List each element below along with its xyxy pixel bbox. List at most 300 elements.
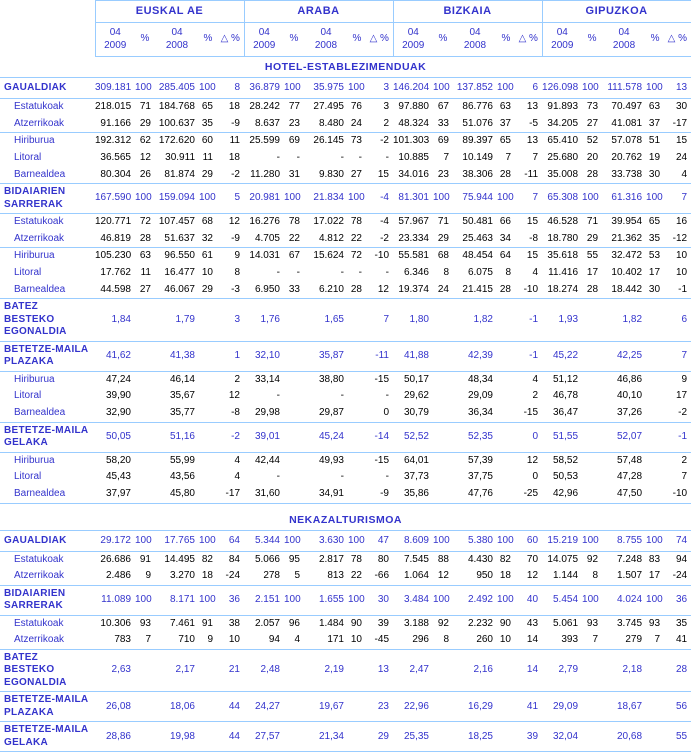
data-cell-bizkaia-c2: 950 xyxy=(453,568,497,585)
data-cell-euskal-ae-c0: 26.686 xyxy=(100,553,131,565)
data-cell-bizkaia-c4: 43 xyxy=(526,617,539,629)
data-cell-bizkaia-c3: 90 xyxy=(499,617,511,629)
table-row-litoral xyxy=(0,388,691,405)
data-cell-gipuzkoa-c0: 42,96 xyxy=(542,486,582,503)
data-cell-bizkaia-c1 xyxy=(433,388,453,405)
data-cell-gipuzkoa-c4: 7 xyxy=(664,341,691,371)
data-cell-euskal-ae-c1: 100 xyxy=(135,184,155,214)
data-cell-bizkaia-c1 xyxy=(433,405,453,422)
data-cell-araba-c2: 3.630 xyxy=(304,530,348,551)
data-cell-gipuzkoa-c4: 4 xyxy=(664,167,691,184)
data-cell-bizkaia-c2: 29,09 xyxy=(467,390,493,402)
row-label: BETETZE-MAILA PLAZAKA xyxy=(0,692,95,722)
data-cell-araba-c1: 95 xyxy=(288,553,300,565)
data-cell-bizkaia-c4: 13 xyxy=(526,101,539,113)
table-row-batez-besteko-egonaldia xyxy=(0,299,691,342)
row-label: BETETZE-MAILA GELAKA xyxy=(0,422,95,452)
data-cell-araba-c3 xyxy=(348,422,366,452)
data-cell-euskal-ae-c1: 11 xyxy=(140,266,151,278)
data-cell-bizkaia-c2: 42,39 xyxy=(453,341,497,371)
data-cell-gipuzkoa-c2: 40,10 xyxy=(616,390,643,402)
data-cell-araba-c1 xyxy=(284,452,304,469)
data-cell-euskal-ae-c3: 11 xyxy=(202,151,213,163)
data-cell-araba-c0: 5.066 xyxy=(254,553,280,565)
table-row-betetze-maila-plazaka xyxy=(0,692,691,722)
data-cell-gipuzkoa-c0: 25.680 xyxy=(547,151,579,163)
data-cell-gipuzkoa-c0: 34.205 xyxy=(542,116,582,133)
data-cell-euskal-ae-c2: 14.495 xyxy=(164,553,195,565)
data-cell-gipuzkoa-c3 xyxy=(646,422,664,452)
data-cell-gipuzkoa-c0: 35.008 xyxy=(542,167,582,184)
data-cell-bizkaia-c2: 38.306 xyxy=(453,167,497,184)
data-cell-gipuzkoa-c3: 37 xyxy=(646,116,664,133)
data-cell-gipuzkoa-c1 xyxy=(582,405,602,422)
data-cell-gipuzkoa-c2: 57,48 xyxy=(616,454,643,466)
row-label: Litoral xyxy=(14,151,42,163)
data-cell-araba-c0: 1,76 xyxy=(244,299,284,342)
data-cell-gipuzkoa-c0: 51,55 xyxy=(542,422,582,452)
data-cell-euskal-ae-c1 xyxy=(135,422,155,452)
data-cell-bizkaia-c1: 23 xyxy=(433,167,453,184)
data-cell-araba-c0: 29,98 xyxy=(244,405,284,422)
data-cell-gipuzkoa-c2: 10.402 xyxy=(611,266,643,278)
data-cell-euskal-ae-c4: -2 xyxy=(217,167,244,184)
data-cell-araba-c0: 278 xyxy=(244,568,284,585)
data-cell-bizkaia-c0: 57.967 xyxy=(398,216,429,228)
data-cell-araba-c1: 100 xyxy=(284,585,304,615)
data-cell-bizkaia-c4: 12 xyxy=(526,454,539,466)
data-cell-gipuzkoa-c0: 65.308 xyxy=(542,184,582,214)
data-cell-euskal-ae-c3: 9 xyxy=(199,632,217,649)
data-cell-araba-c4: -15 xyxy=(374,454,389,466)
data-cell-araba-c3: 73 xyxy=(350,135,362,147)
row-label: Atzerrikoak xyxy=(0,116,95,133)
data-cell-bizkaia-c1: 8 xyxy=(443,266,449,278)
data-cell-euskal-ae-c1 xyxy=(135,388,155,405)
data-cell-araba-c4: 39 xyxy=(377,617,389,629)
data-cell-gipuzkoa-c0: 45,22 xyxy=(542,341,582,371)
data-cell-gipuzkoa-c2: 47,28 xyxy=(616,471,643,483)
data-cell-araba-c1: 5 xyxy=(284,568,304,585)
data-cell-euskal-ae-c4: 12 xyxy=(228,216,240,228)
data-cell-gipuzkoa-c3: 63 xyxy=(648,101,661,113)
data-cell-gipuzkoa-c1 xyxy=(582,371,602,388)
data-cell-euskal-ae-c1 xyxy=(135,486,155,503)
data-cell-bizkaia-c2: 52,35 xyxy=(453,422,497,452)
data-cell-bizkaia-c0: 64,01 xyxy=(403,454,429,466)
data-cell-euskal-ae-c1 xyxy=(135,469,155,486)
data-cell-gipuzkoa-c4: 30 xyxy=(675,101,688,113)
data-cell-gipuzkoa-c2: 52,07 xyxy=(602,422,646,452)
region-header-row xyxy=(0,1,691,23)
data-cell-euskal-ae-c1 xyxy=(135,341,155,371)
table-body xyxy=(0,57,691,752)
data-cell-bizkaia-c4: 0 xyxy=(532,471,539,483)
data-cell-araba-c1 xyxy=(284,722,304,752)
data-cell-gipuzkoa-c0: 46.528 xyxy=(547,216,579,228)
data-cell-bizkaia-c4: 14 xyxy=(515,649,542,692)
table-row-atzerrikoak xyxy=(0,231,691,248)
data-cell-araba-c4: -11 xyxy=(366,341,393,371)
data-cell-bizkaia-c2: 86.776 xyxy=(462,101,493,113)
data-cell-bizkaia-c2: 18,25 xyxy=(453,722,497,752)
data-cell-euskal-ae-c0: 218.015 xyxy=(95,101,132,113)
data-cell-bizkaia-c1: 8 xyxy=(433,632,453,649)
row-label: Barnealdea xyxy=(0,405,95,422)
data-cell-bizkaia-c4: -15 xyxy=(515,405,542,422)
data-cell-euskal-ae-c4: 5 xyxy=(217,184,244,214)
row-label: Estatukoak xyxy=(14,617,64,629)
data-cell-araba-c1: 33 xyxy=(284,282,304,299)
data-cell-euskal-ae-c3: 68 xyxy=(201,216,213,228)
data-cell-bizkaia-c3 xyxy=(497,341,515,371)
data-cell-gipuzkoa-c4: 56 xyxy=(664,692,691,722)
data-cell-euskal-ae-c2: 100.637 xyxy=(155,116,199,133)
data-cell-bizkaia-c3 xyxy=(497,692,515,722)
data-cell-araba-c0: 20.981 xyxy=(244,184,284,214)
section-title-hotel-establezimenduak: HOTEL-ESTABLEZIMENDUAK xyxy=(0,57,691,78)
table-row-betetze-maila-plazaka xyxy=(0,341,691,371)
data-cell-bizkaia-c3: 100 xyxy=(497,78,515,99)
data-cell-gipuzkoa-c2: 20.762 xyxy=(611,151,643,163)
data-cell-euskal-ae-c2: 172.620 xyxy=(158,135,195,147)
data-cell-euskal-ae-c0: 80.304 xyxy=(95,167,135,184)
data-cell-gipuzkoa-c1: 100 xyxy=(582,585,602,615)
data-cell-gipuzkoa-c4: 36 xyxy=(664,585,691,615)
data-cell-gipuzkoa-c3: 53 xyxy=(648,250,661,262)
data-cell-bizkaia-c3: 100 xyxy=(497,530,515,551)
data-cell-euskal-ae-c1: 72 xyxy=(139,216,151,228)
col-header-: % xyxy=(646,23,664,57)
data-cell-euskal-ae-c2: 43,56 xyxy=(169,471,195,483)
data-cell-bizkaia-c1: 68 xyxy=(437,250,449,262)
data-cell-bizkaia-c1: 67 xyxy=(437,101,449,113)
data-cell-araba-c1: 69 xyxy=(288,135,300,147)
col-header-04-2009: 04 2009 xyxy=(95,23,135,57)
data-cell-araba-c3 xyxy=(348,486,366,503)
data-cell-euskal-ae-c4: 64 xyxy=(217,530,244,551)
data-cell-gipuzkoa-c4: 35 xyxy=(675,617,688,629)
data-cell-araba-c2: 35,87 xyxy=(304,341,348,371)
data-cell-gipuzkoa-c0: 393 xyxy=(542,632,582,649)
data-cell-gipuzkoa-c4: 6 xyxy=(664,299,691,342)
data-cell-araba-c4: 12 xyxy=(366,282,393,299)
row-label: BIDAIARIEN SARRERAK xyxy=(0,585,95,615)
col-header-: % xyxy=(497,23,515,57)
data-cell-gipuzkoa-c4: 17 xyxy=(675,390,688,402)
data-cell-euskal-ae-c2: 51,16 xyxy=(155,422,199,452)
data-cell-araba-c0: - xyxy=(276,390,280,402)
data-cell-bizkaia-c0: 101.303 xyxy=(393,135,430,147)
data-cell-bizkaia-c4: -11 xyxy=(515,167,542,184)
data-cell-araba-c1 xyxy=(284,371,304,388)
data-cell-euskal-ae-c1: 100 xyxy=(135,530,155,551)
data-cell-euskal-ae-c0: 36.565 xyxy=(100,151,131,163)
data-cell-araba-c4: 15 xyxy=(366,167,393,184)
data-cell-bizkaia-c3 xyxy=(497,371,515,388)
data-cell-bizkaia-c2: 47,76 xyxy=(453,486,497,503)
data-cell-euskal-ae-c3 xyxy=(199,388,217,405)
data-cell-araba-c4: -66 xyxy=(366,568,393,585)
data-cell-gipuzkoa-c0: 36,47 xyxy=(542,405,582,422)
data-cell-euskal-ae-c3 xyxy=(199,692,217,722)
table-row-hiriburua xyxy=(0,133,691,150)
data-cell-euskal-ae-c2: 7.461 xyxy=(169,617,195,629)
region-header-araba: ARABA xyxy=(244,1,393,23)
data-cell-gipuzkoa-c1: 93 xyxy=(586,617,599,629)
data-cell-gipuzkoa-c0: 35.618 xyxy=(547,250,579,262)
data-cell-gipuzkoa-c4: 10 xyxy=(675,250,688,262)
data-cell-araba-c4: 30 xyxy=(366,585,393,615)
data-cell-euskal-ae-c0: 1,84 xyxy=(95,299,135,342)
data-cell-gipuzkoa-c1 xyxy=(582,469,602,486)
data-cell-euskal-ae-c3: 29 xyxy=(199,167,217,184)
data-cell-araba-c2: 21.834 xyxy=(304,184,348,214)
data-cell-bizkaia-c3: 82 xyxy=(499,553,511,565)
data-cell-araba-c1: 100 xyxy=(284,184,304,214)
col-header-: % xyxy=(199,23,217,57)
data-cell-bizkaia-c3 xyxy=(497,486,515,503)
data-cell-euskal-ae-c3: 91 xyxy=(201,617,213,629)
data-cell-euskal-ae-c4: 10 xyxy=(217,632,244,649)
data-cell-araba-c2: 171 xyxy=(304,632,348,649)
data-cell-gipuzkoa-c1 xyxy=(582,486,602,503)
data-cell-bizkaia-c1 xyxy=(433,486,453,503)
data-cell-gipuzkoa-c1 xyxy=(582,422,602,452)
data-cell-gipuzkoa-c1: 100 xyxy=(582,78,602,99)
data-cell-gipuzkoa-c4: -17 xyxy=(664,116,691,133)
data-cell-gipuzkoa-c4: -24 xyxy=(664,568,691,585)
data-cell-araba-c2: 21,34 xyxy=(304,722,348,752)
data-cell-araba-c1 xyxy=(284,341,304,371)
data-cell-gipuzkoa-c1: 28 xyxy=(582,282,602,299)
data-cell-bizkaia-c2: 48,34 xyxy=(467,373,493,385)
data-cell-gipuzkoa-c4: 7 xyxy=(664,184,691,214)
data-cell-euskal-ae-c0: 39,90 xyxy=(105,390,131,402)
data-cell-bizkaia-c4: -5 xyxy=(515,116,542,133)
table-row-litoral xyxy=(0,265,691,282)
data-cell-bizkaia-c0: 1.064 xyxy=(393,568,433,585)
data-cell-euskal-ae-c4: -8 xyxy=(217,405,244,422)
table-row-hiriburua xyxy=(0,371,691,388)
data-cell-bizkaia-c2: 137.852 xyxy=(453,78,497,99)
data-cell-gipuzkoa-c2: 4.024 xyxy=(602,585,646,615)
data-cell-euskal-ae-c3: 60 xyxy=(201,135,213,147)
data-cell-araba-c2: 45,24 xyxy=(304,422,348,452)
data-cell-araba-c2: 19,67 xyxy=(304,692,348,722)
data-cell-araba-c4: -4 xyxy=(366,184,393,214)
data-cell-gipuzkoa-c2: 37,26 xyxy=(602,405,646,422)
data-cell-araba-c1 xyxy=(284,422,304,452)
data-cell-araba-c0: 5.344 xyxy=(244,530,284,551)
data-cell-euskal-ae-c4: -17 xyxy=(217,486,244,503)
data-cell-araba-c3: 22 xyxy=(348,568,366,585)
data-cell-euskal-ae-c0: 105.230 xyxy=(95,250,132,262)
data-cell-euskal-ae-c2: 51.637 xyxy=(155,231,199,248)
row-label: Hiriburua xyxy=(14,373,55,385)
data-cell-araba-c4: 13 xyxy=(366,649,393,692)
data-cell-euskal-ae-c1 xyxy=(135,299,155,342)
table-row-barnealdea xyxy=(0,282,691,299)
data-cell-araba-c1 xyxy=(284,469,304,486)
data-cell-bizkaia-c0: 19.374 xyxy=(393,282,433,299)
data-cell-bizkaia-c3: 63 xyxy=(499,101,511,113)
data-cell-gipuzkoa-c1: 73 xyxy=(586,101,599,113)
data-cell-bizkaia-c3 xyxy=(497,469,515,486)
data-cell-bizkaia-c2: 16,29 xyxy=(453,692,497,722)
data-cell-bizkaia-c0: 23.334 xyxy=(393,231,433,248)
data-cell-euskal-ae-c4: 1 xyxy=(217,341,244,371)
data-cell-euskal-ae-c0: 17.762 xyxy=(100,266,131,278)
data-cell-euskal-ae-c3: 65 xyxy=(201,101,213,113)
data-cell-euskal-ae-c2: 19,98 xyxy=(155,722,199,752)
data-cell-araba-c2: 1,65 xyxy=(304,299,348,342)
data-cell-euskal-ae-c1: 100 xyxy=(135,78,155,99)
data-cell-araba-c2: 1.484 xyxy=(318,617,344,629)
corner-cell xyxy=(0,1,95,23)
data-cell-gipuzkoa-c4: 15 xyxy=(675,135,688,147)
data-cell-gipuzkoa-c4: 16 xyxy=(675,216,688,228)
data-cell-gipuzkoa-c1: 55 xyxy=(586,250,599,262)
data-cell-bizkaia-c3 xyxy=(497,452,515,469)
data-cell-araba-c4: 29 xyxy=(366,722,393,752)
data-cell-araba-c4: 3 xyxy=(383,101,389,113)
table-row-gaualdiak xyxy=(0,78,691,99)
data-cell-bizkaia-c3: 100 xyxy=(497,184,515,214)
data-cell-bizkaia-c0: 22,96 xyxy=(393,692,433,722)
data-cell-bizkaia-c2: 4.430 xyxy=(467,553,493,565)
data-cell-bizkaia-c4: 12 xyxy=(515,568,542,585)
data-cell-araba-c4: - xyxy=(385,390,389,402)
data-cell-araba-c0: 28.242 xyxy=(249,101,280,113)
data-cell-bizkaia-c1: 24 xyxy=(433,282,453,299)
data-cell-gipuzkoa-c3 xyxy=(646,452,664,469)
data-cell-bizkaia-c4: -1 xyxy=(515,299,542,342)
data-cell-bizkaia-c3: 8 xyxy=(505,266,511,278)
row-label: Atzerrikoak xyxy=(0,568,95,585)
table-row-estatukoak xyxy=(0,551,691,568)
data-cell-gipuzkoa-c1: 8 xyxy=(582,568,602,585)
data-cell-bizkaia-c1 xyxy=(433,452,453,469)
data-cell-gipuzkoa-c2: 41.081 xyxy=(602,116,646,133)
data-cell-euskal-ae-c1: 100 xyxy=(135,585,155,615)
table-row-bidaiarien-sarrerak xyxy=(0,585,691,615)
data-cell-araba-c1: 100 xyxy=(284,530,304,551)
data-cell-bizkaia-c2: 10.149 xyxy=(462,151,493,163)
table-row-hiriburua xyxy=(0,452,691,469)
data-cell-gipuzkoa-c3 xyxy=(646,486,664,503)
data-cell-araba-c0: 36.879 xyxy=(244,78,284,99)
data-cell-euskal-ae-c4: 36 xyxy=(217,585,244,615)
data-cell-araba-c3: - xyxy=(358,266,362,278)
data-cell-araba-c3: 76 xyxy=(350,101,362,113)
data-cell-euskal-ae-c4: 2 xyxy=(234,373,240,385)
data-cell-bizkaia-c3: 7 xyxy=(505,151,511,163)
data-cell-bizkaia-c2: 48.454 xyxy=(462,250,493,262)
data-cell-araba-c3: 90 xyxy=(350,617,362,629)
data-cell-bizkaia-c2: 57,39 xyxy=(467,454,493,466)
data-cell-bizkaia-c4: 7 xyxy=(515,184,542,214)
data-cell-bizkaia-c4: 14 xyxy=(515,632,542,649)
data-cell-gipuzkoa-c2: 7.248 xyxy=(616,553,643,565)
table-row-atzerrikoak xyxy=(0,116,691,133)
data-cell-araba-c0: 14.031 xyxy=(249,250,280,262)
data-cell-gipuzkoa-c2: 1,82 xyxy=(602,299,646,342)
data-cell-araba-c4: 80 xyxy=(377,553,389,565)
data-cell-bizkaia-c3 xyxy=(497,299,515,342)
data-cell-bizkaia-c2: 75.944 xyxy=(453,184,497,214)
data-cell-euskal-ae-c4: 44 xyxy=(217,722,244,752)
data-cell-araba-c2: 27.495 xyxy=(313,101,344,113)
data-cell-gipuzkoa-c2: 39.954 xyxy=(611,216,643,228)
data-cell-euskal-ae-c1: 71 xyxy=(139,101,151,113)
data-cell-araba-c4: -14 xyxy=(366,422,393,452)
data-cell-euskal-ae-c1: 9 xyxy=(135,568,155,585)
data-cell-gipuzkoa-c2: 8.755 xyxy=(602,530,646,551)
data-cell-gipuzkoa-c3 xyxy=(646,371,664,388)
region-header-euskal-ae: EUSKAL AE xyxy=(95,1,244,23)
data-cell-euskal-ae-c2: 184.768 xyxy=(158,101,195,113)
data-cell-bizkaia-c4: 15 xyxy=(526,216,539,228)
data-cell-bizkaia-c0: 10.885 xyxy=(398,151,429,163)
data-cell-araba-c0: 25.599 xyxy=(249,135,280,147)
data-cell-euskal-ae-c2: 18,06 xyxy=(155,692,199,722)
data-cell-araba-c3 xyxy=(348,299,366,342)
data-cell-euskal-ae-c3: 29 xyxy=(199,282,217,299)
data-cell-bizkaia-c4: -25 xyxy=(515,486,542,503)
data-cell-bizkaia-c2: 21.415 xyxy=(453,282,497,299)
data-cell-euskal-ae-c3: 100 xyxy=(199,78,217,99)
data-cell-araba-c2: 35.975 xyxy=(304,78,348,99)
data-cell-gipuzkoa-c2: 42,25 xyxy=(602,341,646,371)
data-cell-euskal-ae-c2: 45,80 xyxy=(155,486,199,503)
data-cell-gipuzkoa-c2: 33.738 xyxy=(602,167,646,184)
data-cell-gipuzkoa-c4: 2 xyxy=(681,454,688,466)
data-cell-araba-c0: 4.705 xyxy=(244,231,284,248)
data-cell-bizkaia-c1: 69 xyxy=(437,135,449,147)
data-cell-araba-c2: 1.655 xyxy=(304,585,348,615)
data-cell-araba-c2: 34,91 xyxy=(304,486,348,503)
data-cell-gipuzkoa-c3 xyxy=(646,649,664,692)
data-cell-araba-c3: 24 xyxy=(348,116,366,133)
data-cell-bizkaia-c4: 15 xyxy=(526,250,539,262)
data-cell-gipuzkoa-c4: 24 xyxy=(675,151,688,163)
data-cell-bizkaia-c0: 3.484 xyxy=(393,585,433,615)
data-cell-araba-c1: 31 xyxy=(284,167,304,184)
data-cell-euskal-ae-c3: 100 xyxy=(199,530,217,551)
data-cell-gipuzkoa-c0: 18.274 xyxy=(542,282,582,299)
data-cell-euskal-ae-c1: 28 xyxy=(135,231,155,248)
data-cell-euskal-ae-c3 xyxy=(199,371,217,388)
data-cell-euskal-ae-c0: 2.486 xyxy=(95,568,135,585)
data-cell-euskal-ae-c2: 8.171 xyxy=(155,585,199,615)
data-cell-araba-c0: 42,44 xyxy=(254,454,280,466)
data-cell-gipuzkoa-c3: 19 xyxy=(648,151,661,163)
data-cell-araba-c3: 22 xyxy=(348,231,366,248)
data-cell-gipuzkoa-c0: 58,52 xyxy=(552,454,579,466)
col-header-: % xyxy=(284,23,304,57)
data-cell-bizkaia-c3 xyxy=(497,405,515,422)
data-cell-araba-c4: 3 xyxy=(366,78,393,99)
data-cell-euskal-ae-c3: 35 xyxy=(199,116,217,133)
data-cell-bizkaia-c3: 28 xyxy=(497,282,515,299)
data-cell-araba-c2: 2.817 xyxy=(318,553,344,565)
data-cell-bizkaia-c2: 37,75 xyxy=(467,471,493,483)
data-cell-gipuzkoa-c3 xyxy=(646,469,664,486)
data-cell-araba-c1: 96 xyxy=(288,617,300,629)
data-cell-euskal-ae-c3 xyxy=(199,299,217,342)
data-cell-bizkaia-c3: 100 xyxy=(497,585,515,615)
